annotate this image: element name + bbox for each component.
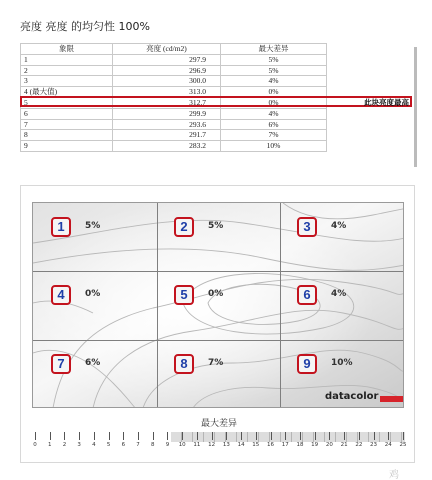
scale-number: 23 — [370, 442, 378, 448]
cell-max-diff: 10% — [221, 141, 327, 152]
scale-number: 3 — [77, 442, 81, 448]
scale-tick — [329, 432, 330, 440]
scale-number: 24 — [384, 442, 392, 448]
cell-empty — [327, 119, 409, 130]
zone-value-8: 7% — [208, 358, 224, 368]
zone-number-5: 5 — [174, 285, 194, 305]
scale-tick — [64, 432, 65, 440]
scale-number: 19 — [311, 442, 319, 448]
highlight-box — [20, 96, 412, 107]
zone-number-4: 4 — [51, 285, 71, 305]
cell-luminance: 293.6 — [113, 119, 221, 130]
scale-tick — [123, 432, 124, 440]
uniformity-map — [32, 202, 404, 408]
header-luminance: 亮度 (cd/m2) — [113, 44, 221, 55]
scale-number: 25 — [399, 442, 407, 448]
scale-tick — [167, 432, 168, 440]
cell-quadrant: 2 — [21, 65, 113, 76]
cell-max-diff: 4% — [221, 76, 327, 87]
scale-number: 18 — [296, 442, 304, 448]
datacolor-logo: datacolor — [325, 391, 379, 402]
cell-luminance: 299.9 — [113, 108, 221, 119]
cell-quadrant: 8 — [21, 130, 113, 141]
table-row — [21, 65, 409, 76]
scale-tick — [182, 432, 183, 440]
scale-tick — [285, 432, 286, 440]
table-row — [21, 76, 409, 87]
scale-tick — [359, 432, 360, 440]
grid-line-h1 — [33, 271, 403, 272]
scale-tick — [226, 432, 227, 440]
scale-number: 15 — [252, 442, 260, 448]
scale-tick — [374, 432, 375, 440]
scale-label: 最大差异 — [201, 419, 238, 429]
header-max-diff: 最大差异 — [221, 44, 327, 55]
scale-tick — [79, 432, 80, 440]
scale-number: 14 — [237, 442, 245, 448]
page-title: 亮度 亮度 的均匀性 100% — [20, 20, 150, 33]
grid-line-v2 — [280, 203, 281, 407]
scale-tick — [153, 432, 154, 440]
scale-number: 9 — [165, 442, 170, 448]
cell-quadrant: 1 — [21, 54, 113, 65]
cell-max-diff: 5% — [221, 54, 327, 65]
cell-luminance: 291.7 — [113, 130, 221, 141]
cell-max-diff: 6% — [221, 119, 327, 130]
scale-number: 7 — [136, 442, 140, 448]
highlight-note: 此块亮度最高 — [364, 98, 409, 107]
scale-tick — [94, 432, 95, 440]
cell-luminance: 300.0 — [113, 76, 221, 87]
cell-luminance: 283.2 — [113, 141, 221, 152]
zone-number-3: 3 — [297, 217, 317, 237]
table-row — [21, 130, 409, 141]
cell-luminance: 296.9 — [113, 65, 221, 76]
scale-tick — [344, 432, 345, 440]
scale-tick — [197, 432, 198, 440]
zone-number-6: 6 — [297, 285, 317, 305]
scale-tick — [315, 432, 316, 440]
table-row — [21, 54, 409, 65]
scale-number: 17 — [281, 442, 289, 448]
contour-background — [33, 203, 404, 408]
cell-empty — [327, 76, 409, 87]
scale-number: 8 — [151, 442, 155, 448]
cell-quadrant: 5 — [21, 97, 113, 108]
table-row — [21, 119, 409, 130]
zone-value-7: 6% — [85, 358, 101, 368]
grid-line-v1 — [157, 203, 158, 407]
scale-number: 10 — [178, 442, 186, 448]
scale-number: 20 — [325, 442, 333, 448]
cell-max-diff: 5% — [221, 65, 327, 76]
cell-empty — [327, 141, 409, 152]
uniformity-table-panel — [20, 43, 415, 170]
zone-value-1: 5% — [85, 221, 101, 231]
header-empty — [327, 44, 409, 55]
cell-quadrant: 4 (最大值) — [21, 87, 113, 98]
cell-empty — [327, 130, 409, 141]
cell-quadrant: 6 — [21, 108, 113, 119]
cell-luminance: 297.9 — [113, 54, 221, 65]
scale-number: 21 — [340, 442, 348, 448]
scale-tick — [50, 432, 51, 440]
scale-number: 13 — [222, 442, 230, 448]
grid-line-h2 — [33, 340, 403, 341]
uniformity-map-panel — [20, 185, 415, 463]
cell-empty — [327, 108, 409, 119]
scale-number: 1 — [47, 442, 52, 448]
scale-tick — [300, 432, 301, 440]
cell-quadrant: 9 — [21, 141, 113, 152]
cell-max-diff: 0% — [221, 87, 327, 98]
scale-tick — [138, 432, 139, 440]
table-row — [21, 141, 409, 152]
zone-number-8: 8 — [174, 354, 194, 374]
cell-max-diff: 4% — [221, 108, 327, 119]
table-shadow — [414, 47, 417, 167]
scale-number: 22 — [355, 442, 363, 448]
scale-tick — [388, 432, 389, 440]
cell-max-diff: 0% — [221, 97, 327, 108]
cell-empty — [327, 54, 409, 65]
cell-luminance: 312.7 — [113, 97, 221, 108]
zone-value-3: 4% — [331, 221, 347, 231]
scale-tick — [212, 432, 213, 440]
cell-quadrant: 7 — [21, 119, 113, 130]
scale-number: 2 — [62, 442, 67, 448]
scale-number: 12 — [208, 442, 216, 448]
header-quadrant: 象限 — [21, 44, 113, 55]
zone-value-9: 10% — [331, 358, 353, 368]
zone-number-7: 7 — [51, 354, 71, 374]
zone-value-5: 0% — [208, 289, 224, 299]
scale-tick — [109, 432, 110, 440]
table-row — [21, 108, 409, 119]
scale-tick — [271, 432, 272, 440]
scale-tick — [241, 432, 242, 440]
zone-value-2: 5% — [208, 221, 224, 231]
cell-luminance: 313.0 — [113, 87, 221, 98]
zone-number-2: 2 — [174, 217, 194, 237]
scale-tick — [256, 432, 257, 440]
scale-number: 4 — [92, 442, 96, 448]
cell-max-diff: 7% — [221, 130, 327, 141]
watermark-icon: 鸡 — [389, 470, 399, 480]
table-header-row — [21, 44, 409, 55]
datacolor-logo-bar — [380, 396, 404, 402]
scale-number: 0 — [33, 442, 37, 448]
scale-ticks — [33, 432, 405, 442]
zone-number-9: 9 — [297, 354, 317, 374]
scale-number: 16 — [267, 442, 275, 448]
scale-tick — [35, 432, 36, 440]
scale-tick — [403, 432, 404, 440]
scale-number: 6 — [121, 442, 126, 448]
zone-value-6: 4% — [331, 289, 347, 299]
zone-number-1: 1 — [51, 217, 71, 237]
cell-empty — [327, 65, 409, 76]
scale-number: 5 — [106, 442, 111, 448]
scale-number: 11 — [193, 442, 201, 448]
cell-quadrant: 3 — [21, 76, 113, 87]
zone-value-4: 0% — [85, 289, 101, 299]
